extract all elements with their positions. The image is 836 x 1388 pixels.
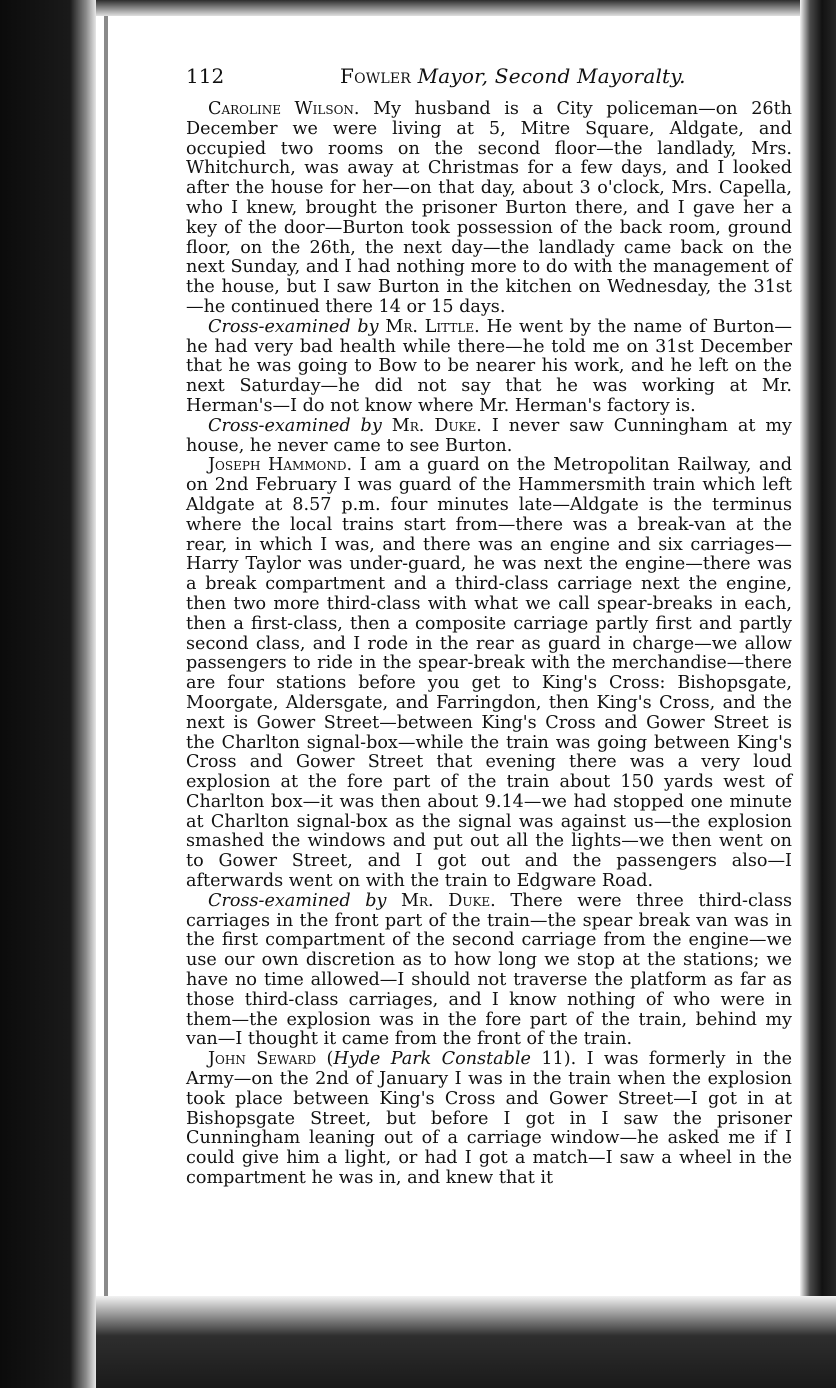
paragraph-text: 11). I was formerly in the Army—on the 2nd of January I was in the train when the explosion took place between King's Cross and Gower Street—I got in at Bishopsgate Street, but before I got in I saw the prisoner Cunningham leaning out of a carriage window—he asked me if I could give him a light, or had I got a match—I saw a wheel in the compartment he was in, and knew that it — [186, 1049, 792, 1189]
speaker-role: Hyde Park Constable — [333, 1049, 531, 1070]
paragraph-text: He went by the name of Burton—he had very bad health while there—he told me on 31st December that he was going to Bow to be nearer his work, and he left on the next Saturday—he did not say that he was working at Mr. Herman's—I do not know where Mr. Herman's factory is. — [186, 316, 792, 416]
running-title-rest: Mayor, Second Mayoralty. — [417, 64, 686, 88]
speaker-name: John Seward — [208, 1049, 317, 1070]
top-scan-edge — [96, 0, 836, 16]
book-gutter-shadow — [0, 0, 96, 1388]
paragraph-text: There were three third-class carriages in the front part of the train—the spear break van was in the first compartment of the second carriage from the engine—we use our own discretion as to how long we stop at the stations; we have no time allowed—I should not traverse the platform as far as those third-class carriages, and I know nothing of who were in them—the explosion was in the fore part of the train, behind my van—I thought it came from the front of the train. — [186, 890, 793, 1050]
paragraph-john-seward: John Seward (Hyde Park Constable 11). I was formerly in the Army—on the 2nd of January I was in the train when the explosion took place between King's Cross and Gower Street—I got in at Bishopsgate Street, but before I got in I saw the prisoner Cunningham leaning out of a carriage window—he asked me if I could give him a light, or had I got a match—I saw a wheel in the compartment he was in, and knew that it — [186, 1049, 792, 1189]
cross-examined-label: Cross-examined by — [208, 890, 387, 911]
right-scan-edge — [800, 0, 836, 1388]
running-title — [340, 64, 686, 88]
book-gutter-line — [104, 0, 108, 1388]
paragraph-text: My husband is a City policeman—on 26th December we were living at 5, Mitre Square, Aldgate, and occupied two rooms on the second floor—the landlady, Mrs. Whitchurch, was away at Christmas for a few days, and I looked after the house for her—on that day, about 3 o'clock, Mrs. Capella, who I knew, brought the prisoner Burton there, and I gave her a key of the door—Burton took possession of the back room, ground floor, on the 26th, the next day—the landlady came back on the next Sunday, and I had nothing more to do with the management of the house, but I saw Burton in the kitchen on Wednesday, the 31st—he continued there 14 or 15 days. — [186, 99, 792, 317]
paragraph-text: I am a guard on the Metropolitan Railway, and on 2nd February I was guard of the Hammersmith train which left Aldgate at 8.57 p.m. four minutes late—Aldgate is the terminus where the local trains start from—there was a break-van at the rear, in which I was, and there was an engine and six carriages—Harry Taylor was under-guard, he was next the engine—there was a break compartment and a third-class carriage next the engine, then two more third-class with what we call spear-breaks in each, then a first-class, then a composite carriage partly first and partly second class, and I rode in the rear as guard in charge—we allow passengers to ride in the spear-break with the merchandise—there are four stations before you get to King's Cross: Bishopsgate, Moorgate, Aldersgate, and Farringdon, then King's Cross, and the next is Gower Street—between King's Cross and Gower Street is the Charlton signal-box—while the train was going between King's Cross and Gower Street that evening there was a very loud explosion at the fore part of the train about 150 yards west of Charlton box—it was then about 9.14—we had stopped one minute at Charlton signal-box as the signal was against us—the explosion smashed the windows and put out all the lights—we then went on to Gower Street, and I got out and the passengers also—I afterwards went on with the train to Edgware Road. — [186, 455, 792, 892]
cross-examined-label: Cross-examined by — [208, 415, 382, 436]
bottom-scan-edge — [96, 1296, 836, 1388]
speaker-name: Caroline Wilson. — [208, 99, 360, 119]
paragraph-cross-duke-2 — [186, 892, 792, 1050]
paragraph-cross-little — [186, 318, 792, 417]
speaker-name: Joseph Hammond. — [208, 455, 353, 476]
counsel-name: Mr. Duke. — [391, 415, 482, 436]
page-content — [186, 56, 792, 1189]
running-title-name: Fowler — [340, 64, 412, 88]
paragraph-caroline-wilson — [186, 100, 792, 318]
page-number: 112 — [186, 64, 225, 88]
running-header — [186, 56, 792, 100]
counsel-name: Mr. Duke. — [401, 890, 496, 911]
body-text — [186, 100, 792, 1189]
paragraph-text: I never saw Cunningham at my house, he never came to see Burton. — [186, 415, 793, 456]
paragraph-cross-duke-1 — [186, 417, 792, 457]
paragraph-joseph-hammond — [186, 456, 792, 892]
counsel-name: Mr. Little. — [385, 316, 480, 337]
cross-examined-label: Cross-examined by — [208, 316, 379, 337]
